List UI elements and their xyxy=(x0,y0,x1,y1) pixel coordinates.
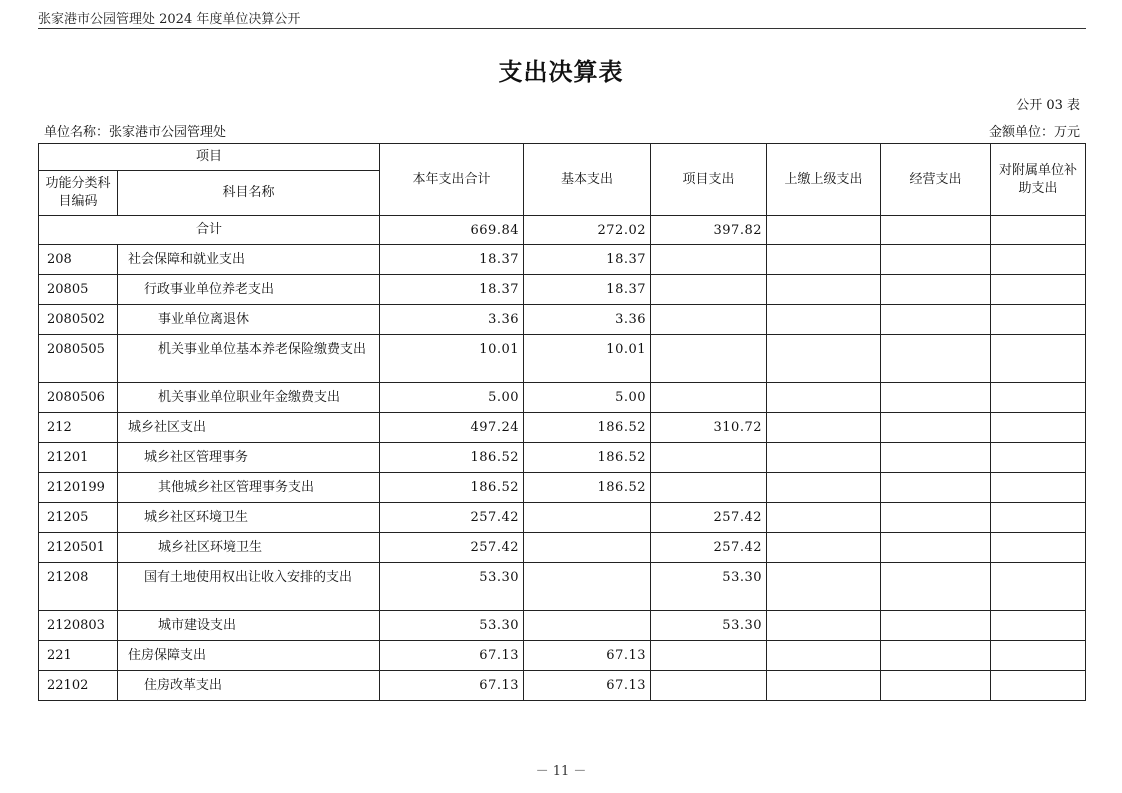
row-subject: 其他城乡社区管理事务支出 xyxy=(118,473,380,503)
row-project xyxy=(651,473,767,503)
row-business xyxy=(881,671,991,701)
row-basic xyxy=(524,563,651,611)
row-project xyxy=(651,275,767,305)
row-business xyxy=(881,443,991,473)
row-upper xyxy=(767,443,881,473)
row-subsidy xyxy=(991,383,1086,413)
row-total: 186.52 xyxy=(380,473,524,503)
row-subsidy xyxy=(991,473,1086,503)
running-header: 张家港市公园管理处 2024 年度单位决算公开 xyxy=(38,12,301,27)
row-business xyxy=(881,245,991,275)
row-project: 257.42 xyxy=(651,533,767,563)
table-row xyxy=(39,383,1086,413)
row-business xyxy=(881,611,991,641)
table-row xyxy=(39,335,1086,383)
row-business xyxy=(881,533,991,563)
row-upper xyxy=(767,335,881,383)
row-total: 186.52 xyxy=(380,443,524,473)
table-row xyxy=(39,473,1086,503)
row-upper xyxy=(767,305,881,335)
row-business xyxy=(881,413,991,443)
row-basic: 10.01 xyxy=(524,335,651,383)
row-subject: 机关事业单位基本养老保险缴费支出 xyxy=(118,335,380,383)
row-upper xyxy=(767,641,881,671)
row-basic: 5.00 xyxy=(524,383,651,413)
row-subject: 社会保障和就业支出 xyxy=(118,245,380,275)
total-basic: 272.02 xyxy=(524,216,651,245)
table-row xyxy=(39,671,1086,701)
row-code: 2080506 xyxy=(39,383,118,413)
row-subsidy xyxy=(991,245,1086,275)
row-total: 18.37 xyxy=(380,245,524,275)
row-code: 2080505 xyxy=(39,335,118,383)
row-subsidy xyxy=(991,305,1086,335)
row-subject: 住房保障支出 xyxy=(118,641,380,671)
row-total: 497.24 xyxy=(380,413,524,443)
table-row xyxy=(39,413,1086,443)
table-row xyxy=(39,611,1086,641)
row-subject: 事业单位离退休 xyxy=(118,305,380,335)
row-code: 2120199 xyxy=(39,473,118,503)
row-business xyxy=(881,641,991,671)
row-upper xyxy=(767,611,881,641)
row-basic: 18.37 xyxy=(524,275,651,305)
row-upper xyxy=(767,533,881,563)
row-subject: 住房改革支出 xyxy=(118,671,380,701)
row-subsidy xyxy=(991,611,1086,641)
row-subsidy xyxy=(991,533,1086,563)
row-business xyxy=(881,305,991,335)
row-business xyxy=(881,383,991,413)
row-subsidy xyxy=(991,671,1086,701)
header-project: 项目 xyxy=(39,144,380,171)
page-number: － 11 － xyxy=(535,764,587,779)
row-subsidy xyxy=(991,335,1086,383)
header-subsidy: 对附属单位补助支出 xyxy=(991,144,1086,216)
row-upper xyxy=(767,383,881,413)
expenditure-table xyxy=(38,143,1086,701)
row-upper xyxy=(767,275,881,305)
row-basic xyxy=(524,611,651,641)
row-code: 22102 xyxy=(39,671,118,701)
row-code: 2120501 xyxy=(39,533,118,563)
table-row xyxy=(39,275,1086,305)
row-business xyxy=(881,275,991,305)
row-upper xyxy=(767,473,881,503)
row-code: 221 xyxy=(39,641,118,671)
row-basic: 18.37 xyxy=(524,245,651,275)
page-title: 支出决算表 xyxy=(498,58,624,86)
row-subsidy xyxy=(991,641,1086,671)
row-total: 18.37 xyxy=(380,275,524,305)
row-basic: 3.36 xyxy=(524,305,651,335)
header-project-expenditure: 项目支出 xyxy=(651,144,767,216)
form-number: 公开 03 表 xyxy=(1016,98,1080,113)
row-code: 2080502 xyxy=(39,305,118,335)
row-total: 10.01 xyxy=(380,335,524,383)
total-project: 397.82 xyxy=(651,216,767,245)
row-total: 257.42 xyxy=(380,503,524,533)
row-basic: 67.13 xyxy=(524,671,651,701)
row-project xyxy=(651,245,767,275)
row-project xyxy=(651,641,767,671)
total-upper xyxy=(767,216,881,245)
row-subject: 行政事业单位养老支出 xyxy=(118,275,380,305)
row-upper xyxy=(767,563,881,611)
row-subject: 城乡社区支出 xyxy=(118,413,380,443)
row-basic: 186.52 xyxy=(524,473,651,503)
row-project xyxy=(651,671,767,701)
table-row xyxy=(39,443,1086,473)
row-code: 21208 xyxy=(39,563,118,611)
row-project xyxy=(651,335,767,383)
row-basic xyxy=(524,533,651,563)
row-basic xyxy=(524,503,651,533)
row-subsidy xyxy=(991,563,1086,611)
row-project xyxy=(651,443,767,473)
row-upper xyxy=(767,671,881,701)
row-total: 257.42 xyxy=(380,533,524,563)
row-total: 5.00 xyxy=(380,383,524,413)
total-business xyxy=(881,216,991,245)
row-total: 3.36 xyxy=(380,305,524,335)
row-subject: 国有土地使用权出让收入安排的支出 xyxy=(118,563,380,611)
row-code: 2120803 xyxy=(39,611,118,641)
total-row xyxy=(39,216,1086,245)
row-total: 67.13 xyxy=(380,641,524,671)
row-code: 21205 xyxy=(39,503,118,533)
row-upper xyxy=(767,413,881,443)
row-business xyxy=(881,335,991,383)
row-business xyxy=(881,473,991,503)
total-label: 合计 xyxy=(39,216,380,245)
row-total: 53.30 xyxy=(380,563,524,611)
table-row xyxy=(39,305,1086,335)
row-subject: 城乡社区环境卫生 xyxy=(118,503,380,533)
row-total: 67.13 xyxy=(380,671,524,701)
row-project: 53.30 xyxy=(651,563,767,611)
header-upper-remit: 上缴上级支出 xyxy=(767,144,881,216)
row-subsidy xyxy=(991,443,1086,473)
row-project xyxy=(651,305,767,335)
table-row xyxy=(39,245,1086,275)
row-project: 257.42 xyxy=(651,503,767,533)
header-basic: 基本支出 xyxy=(524,144,651,216)
row-code: 21201 xyxy=(39,443,118,473)
row-project xyxy=(651,383,767,413)
row-subject: 城乡社区管理事务 xyxy=(118,443,380,473)
table-row xyxy=(39,641,1086,671)
unit-name: 单位名称：张家港市公园管理处 xyxy=(44,125,227,140)
total-amount: 669.84 xyxy=(380,216,524,245)
header-code: 功能分类科目编码 xyxy=(39,171,118,216)
row-subsidy xyxy=(991,413,1086,443)
row-basic: 67.13 xyxy=(524,641,651,671)
row-subject: 机关事业单位职业年金缴费支出 xyxy=(118,383,380,413)
row-subject: 城乡社区环境卫生 xyxy=(118,533,380,563)
row-code: 20805 xyxy=(39,275,118,305)
row-upper xyxy=(767,503,881,533)
row-upper xyxy=(767,245,881,275)
row-basic: 186.52 xyxy=(524,413,651,443)
header-total: 本年支出合计 xyxy=(380,144,524,216)
table-row xyxy=(39,563,1086,611)
row-subsidy xyxy=(991,503,1086,533)
row-business xyxy=(881,563,991,611)
row-project: 310.72 xyxy=(651,413,767,443)
row-code: 208 xyxy=(39,245,118,275)
row-total: 53.30 xyxy=(380,611,524,641)
row-project: 53.30 xyxy=(651,611,767,641)
table-row xyxy=(39,503,1086,533)
row-subject: 城市建设支出 xyxy=(118,611,380,641)
total-subsidy xyxy=(991,216,1086,245)
row-subsidy xyxy=(991,275,1086,305)
row-code: 212 xyxy=(39,413,118,443)
money-unit: 金额单位：万元 xyxy=(988,125,1080,140)
header-subject: 科目名称 xyxy=(118,171,380,216)
row-basic: 186.52 xyxy=(524,443,651,473)
header-business: 经营支出 xyxy=(881,144,991,216)
row-business xyxy=(881,503,991,533)
table-row xyxy=(39,533,1086,563)
header-divider xyxy=(38,28,1086,29)
